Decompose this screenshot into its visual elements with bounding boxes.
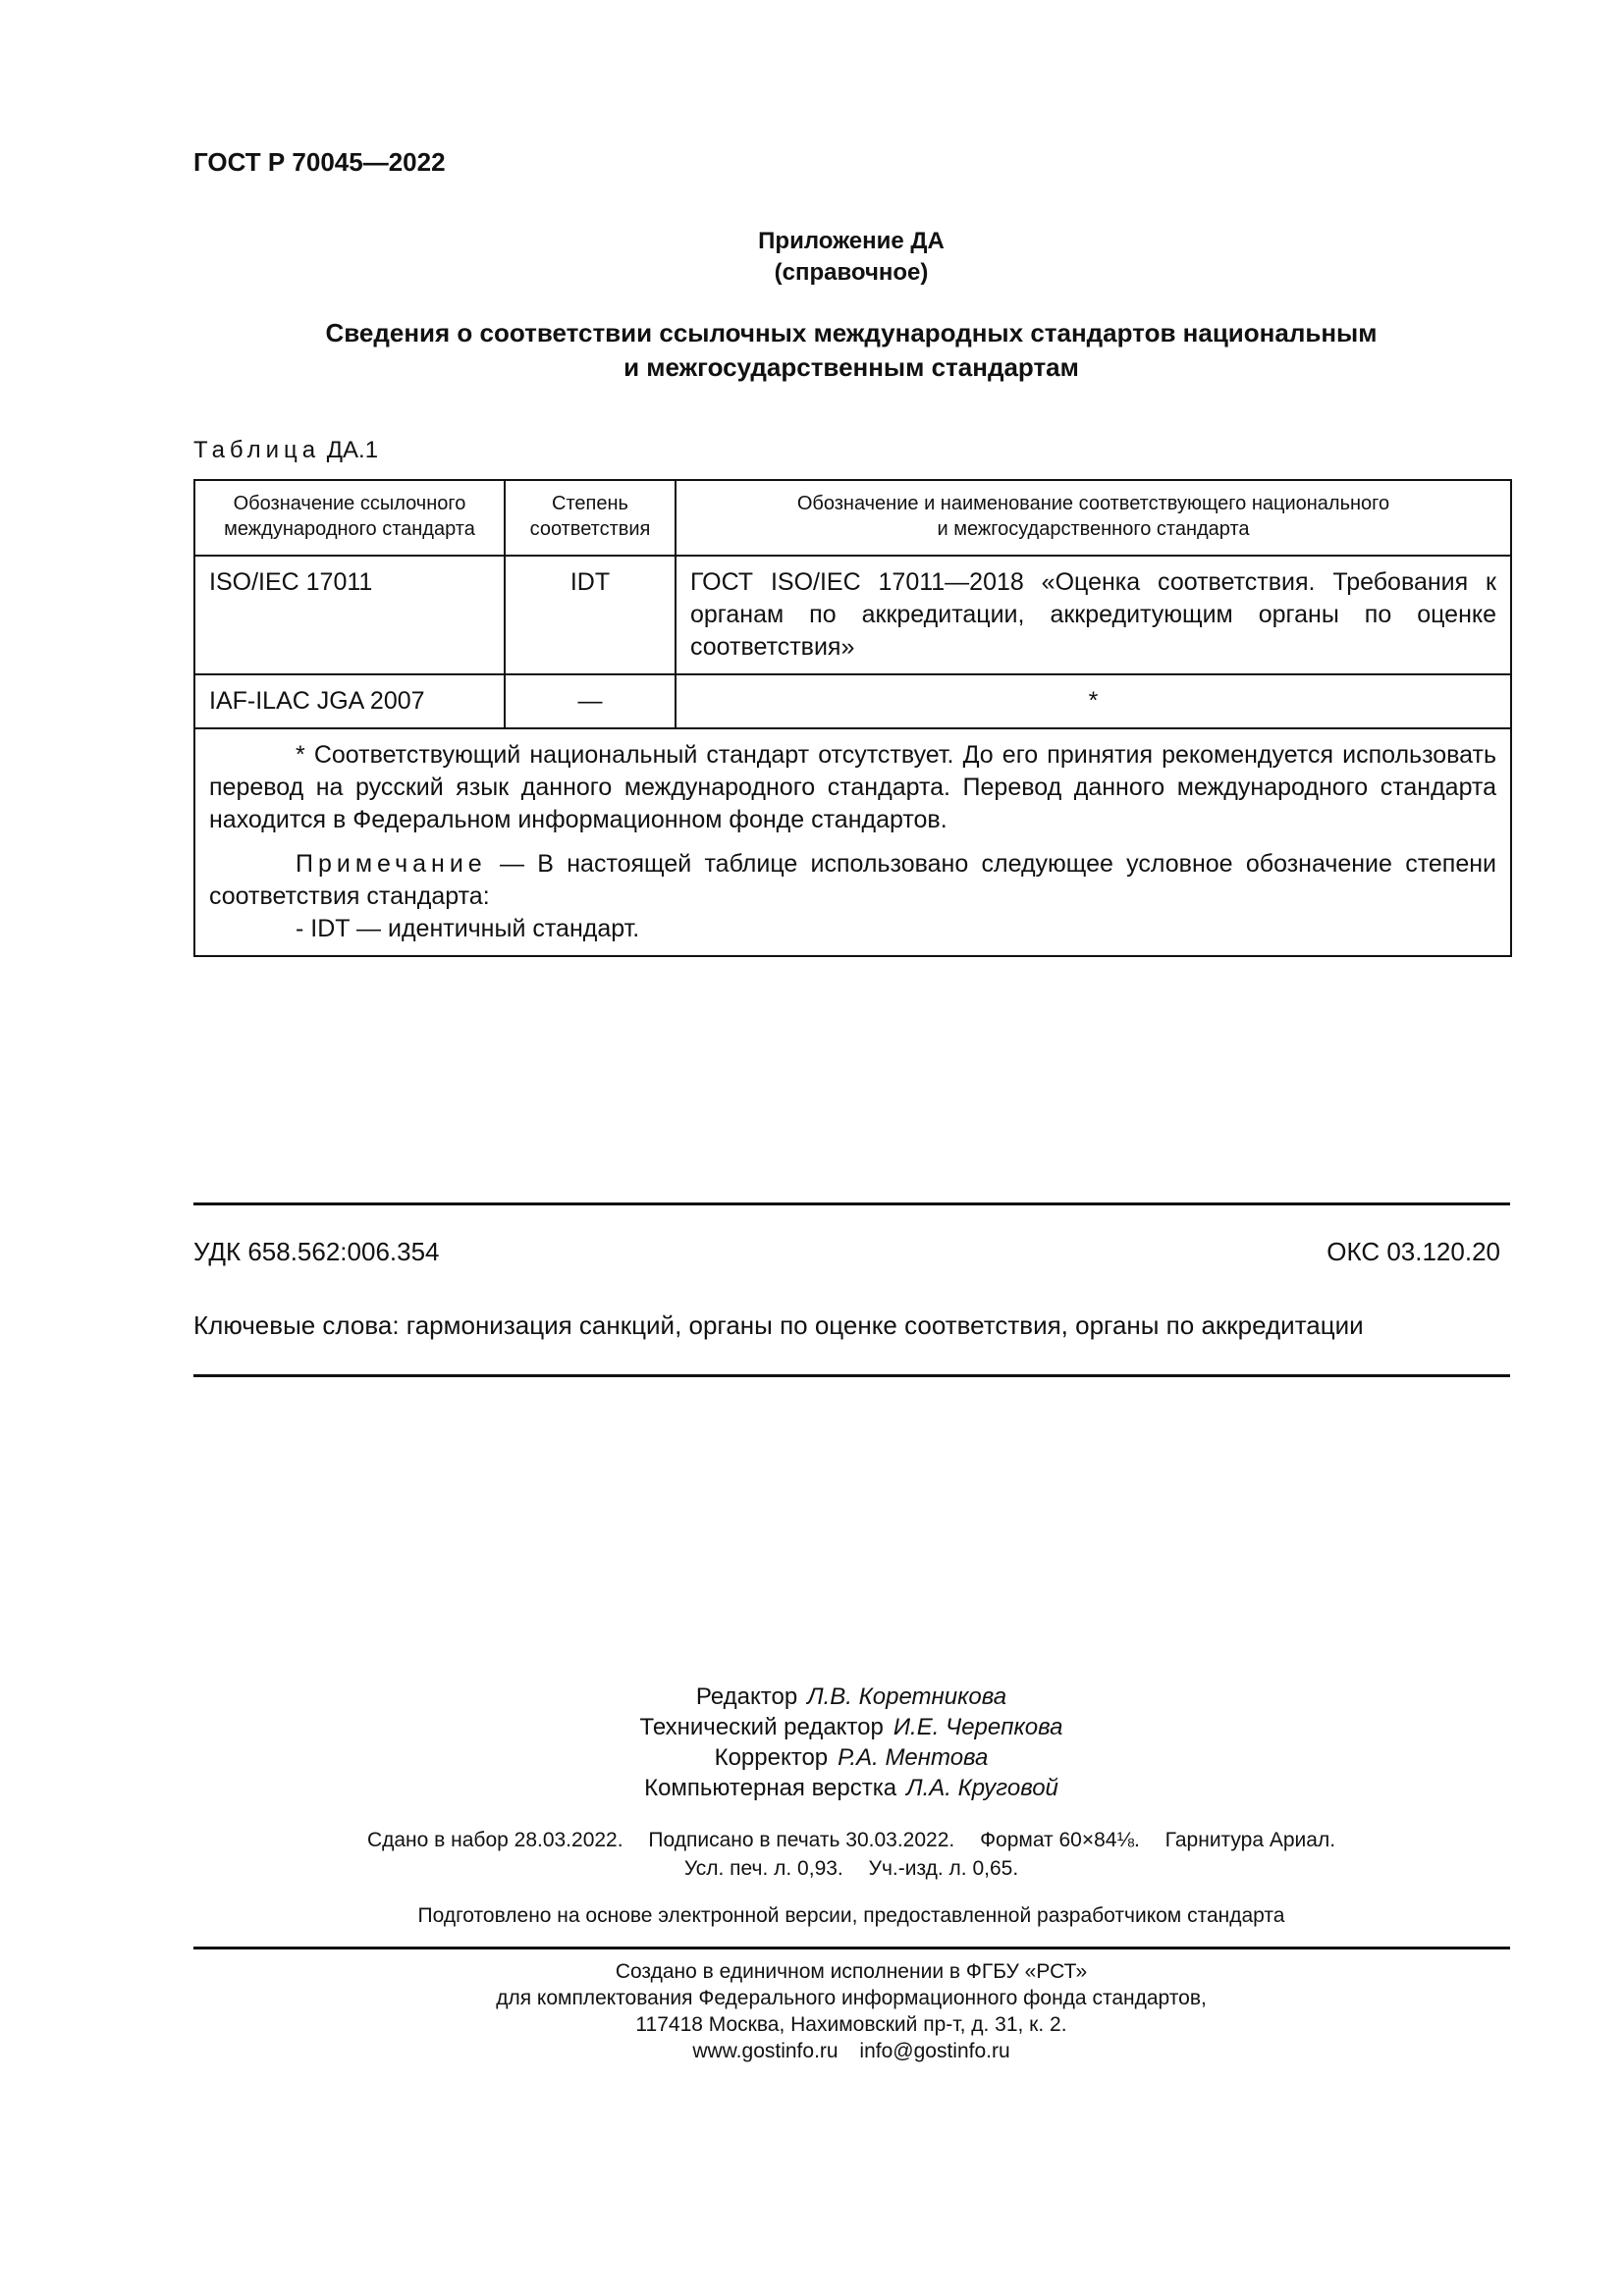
header-national-line1: Обозначение и наименование соответствующего национального bbox=[796, 493, 1390, 514]
credit-role: Технический редактор bbox=[639, 1714, 884, 1740]
edition-sheets: Уч.-изд. л. 0,65. bbox=[868, 1857, 1019, 1880]
print-format: Формат 60×84⅛. bbox=[980, 1829, 1140, 1851]
header-degree-line2: соответствия bbox=[529, 518, 651, 540]
udk-code: УДК 658.562:006.354 bbox=[193, 1237, 440, 1266]
credit-role: Корректор bbox=[714, 1744, 829, 1771]
note-paragraph bbox=[209, 848, 1496, 913]
credit-role: Компьютерная верстка bbox=[644, 1775, 897, 1801]
credit-layout bbox=[193, 1773, 1509, 1803]
section-title-line1: Сведения о соответствии ссылочных международных стандартов национальным bbox=[325, 318, 1378, 347]
header-ref-standard bbox=[194, 480, 505, 556]
header-ref-line2: международного стандарта bbox=[224, 518, 475, 540]
header-national-standard bbox=[676, 480, 1511, 556]
table-row bbox=[194, 556, 1511, 674]
cell-national: ГОСТ ISO/IEC 17011—2018 «Оценка соответствия. Требования к органам по аккредитации, аккредитующим органы по оценке соответствия» bbox=[676, 556, 1511, 674]
section-title bbox=[193, 316, 1509, 385]
website-link[interactable]: www.gostinfo.ru bbox=[692, 2040, 839, 2062]
divider-keywords bbox=[193, 1374, 1510, 1377]
document-number: ГОСТ Р 70045—2022 bbox=[193, 147, 446, 177]
publication-info bbox=[193, 1826, 1509, 1883]
cell-ref: ISO/IEC 17011 bbox=[194, 556, 505, 674]
header-degree-line1: Степень bbox=[552, 493, 628, 514]
credit-tech-editor bbox=[193, 1712, 1509, 1742]
credit-name: Л.А. Круговой bbox=[906, 1775, 1058, 1801]
correspondence-table bbox=[193, 479, 1512, 957]
credit-proofreader bbox=[193, 1742, 1509, 1773]
credit-name: Р.А. Ментова bbox=[838, 1744, 989, 1771]
keywords: Ключевые слова: гармонизация санкций, органы по оценке соответствия, органы по аккредитации bbox=[193, 1310, 1364, 1340]
publisher-address: 117418 Москва, Нахимовский пр-т, д. 31, к. 2. bbox=[635, 2013, 1067, 2036]
divider-top bbox=[193, 1202, 1510, 1205]
publication-line1 bbox=[193, 1826, 1509, 1854]
credit-name: И.Е. Черепкова bbox=[893, 1714, 1063, 1740]
cell-degree: — bbox=[505, 674, 676, 728]
footnote-text: * Соответствующий национальный стандарт отсутствует. До его принятия рекомендуется использовать перевод на русский язык данного международного стандарта. Перевод данного международного стандарта находится в Федеральном информационном фонде стандартов. bbox=[209, 741, 1496, 833]
publisher-info bbox=[193, 1958, 1509, 2064]
note-label: Примечание bbox=[296, 850, 487, 878]
publication-line2 bbox=[193, 1854, 1509, 1883]
classification-row bbox=[193, 1237, 1500, 1267]
credit-editor bbox=[193, 1682, 1509, 1712]
publisher-contacts bbox=[193, 2038, 1509, 2064]
signed-date: Подписано в печать 30.03.2022. bbox=[648, 1829, 955, 1851]
typeface: Гарнитура Ариал. bbox=[1164, 1829, 1336, 1851]
section-title-line2: и межгосударственным стандартам bbox=[623, 352, 1079, 382]
header-degree bbox=[505, 480, 676, 556]
cell-national: * bbox=[676, 674, 1511, 728]
appendix-subtitle: (справочное) bbox=[774, 259, 929, 286]
cell-ref: IAF-ILAC JGA 2007 bbox=[194, 674, 505, 728]
header-national-line2: и межгосударственного стандарта bbox=[937, 518, 1250, 540]
oks-code: ОКС 03.120.20 bbox=[1326, 1237, 1500, 1266]
table-caption bbox=[193, 437, 378, 464]
credit-name: Л.В. Коретникова bbox=[807, 1683, 1007, 1710]
appendix-heading bbox=[193, 226, 1509, 289]
footnote-cell bbox=[194, 728, 1511, 956]
prepared-note: Подготовлено на основе электронной версии, предоставленной разработчиком стандарта bbox=[417, 1904, 1285, 1927]
credits bbox=[193, 1682, 1509, 1803]
note-text: — В настоящей таблице использовано следующее условное обозначение степени соответствия стандарта: bbox=[209, 850, 1496, 910]
cell-degree: IDT bbox=[505, 556, 676, 674]
print-sheets: Усл. печ. л. 0,93. bbox=[683, 1857, 843, 1880]
credit-role: Редактор bbox=[695, 1683, 798, 1710]
email-link[interactable]: info@gostinfo.ru bbox=[859, 2040, 1010, 2062]
header-ref-line1: Обозначение ссылочного bbox=[233, 493, 466, 514]
table-header-row bbox=[194, 480, 1511, 556]
publisher-line2: для комплектования Федерального информационного фонда стандартов, bbox=[496, 1987, 1207, 2009]
publisher-line1: Создано в единичном исполнении в ФГБУ «РСТ» bbox=[615, 1960, 1088, 1983]
appendix-title: Приложение ДА bbox=[758, 228, 945, 254]
submitted-date: Сдано в набор 28.03.2022. bbox=[366, 1829, 623, 1851]
table-caption-word: Таблица bbox=[193, 437, 321, 463]
table-row bbox=[194, 674, 1511, 728]
table-caption-number: ДА.1 bbox=[326, 437, 379, 463]
divider-bottom bbox=[193, 1947, 1510, 1949]
note-item: - IDT — идентичный стандарт. bbox=[296, 915, 640, 942]
table-footnote-row bbox=[194, 728, 1511, 956]
